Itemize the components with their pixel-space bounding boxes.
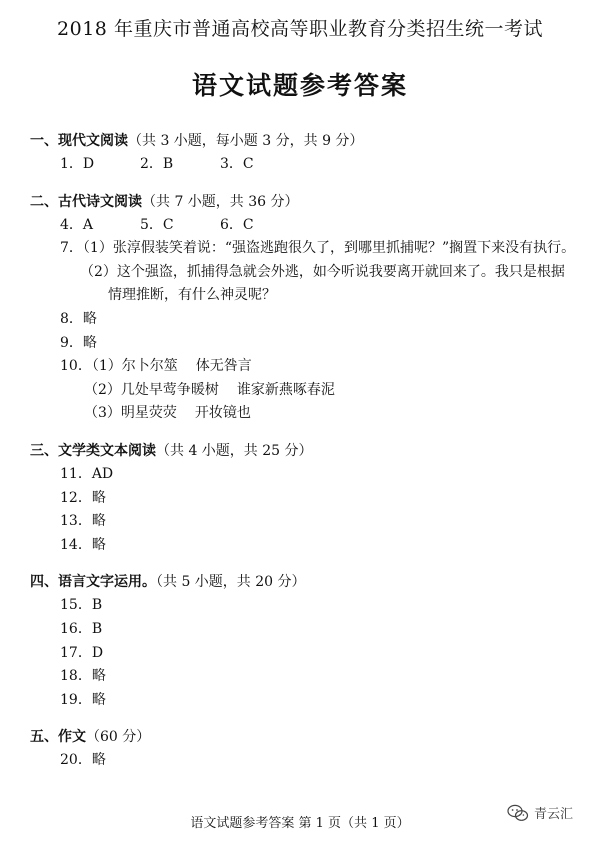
page-footer: 语文试题参考答案 第 1 页（共 1 页） <box>190 816 410 831</box>
sub-label: （1） <box>91 358 122 375</box>
answer-item: 5．C <box>140 216 174 233</box>
answer-item: 12．略 <box>60 489 106 506</box>
watermark-text: 青云汇 <box>534 807 574 822</box>
q9-answer: 9．略 <box>60 334 97 351</box>
watermark <box>507 803 573 822</box>
answer-item: 17．D <box>60 644 104 661</box>
answer-item: 4．A <box>60 216 94 233</box>
answer-item: 2．B <box>140 156 174 172</box>
q8-answer: 8．略 <box>60 310 97 327</box>
q7-answer-2: （2）这个强盗，抓捕得急就会外逃，如今听说我要离开就回来了。我只是根据 <box>80 263 565 280</box>
verse-b: 开妆镜也 <box>194 405 251 422</box>
answer-content <box>0 130 600 787</box>
section-classical-reading <box>0 191 600 426</box>
section-name: 作文 <box>58 729 86 746</box>
sub-label: （2） <box>84 381 121 398</box>
section-note: （共 3 小题，每小题 3 分，共 9 分） <box>128 133 364 149</box>
section-modern-reading <box>0 130 600 177</box>
verse-a: 明星荧荧 <box>120 405 177 422</box>
section-note: （共 5 小题，共 20 分） <box>156 574 306 591</box>
q10-label: 10． <box>60 358 92 375</box>
verse-a: 尔卜尔筮 <box>121 358 178 375</box>
section-language-use <box>0 571 600 712</box>
section-heading <box>30 191 600 214</box>
answer-item: 20．略 <box>60 752 106 769</box>
wechat-icon <box>507 804 529 822</box>
section-number: 三、 <box>30 442 58 459</box>
verse-b: 谁家新燕啄春泥 <box>236 381 335 398</box>
answer-item: 3．C <box>220 156 254 172</box>
q7-answer-1: 7．（1）张淳假装笑着说：“强盗逃跑很久了，到哪里抓捕呢？”搁置下来没有执行。 <box>60 240 576 257</box>
section-heading <box>30 571 600 594</box>
answer-row <box>60 153 600 177</box>
q10-answer-3 <box>84 402 600 426</box>
answer-item: 11．AD <box>60 465 114 482</box>
sub-label: （3） <box>84 405 121 422</box>
answer-item: 18．略 <box>60 668 106 685</box>
section-name: 现代文阅读 <box>58 133 128 149</box>
section-name: 古代诗文阅读 <box>58 193 142 210</box>
section-name: 语言文字运用。 <box>58 574 156 591</box>
section-heading <box>30 726 600 749</box>
answer-item: 1．D <box>60 156 95 172</box>
section-number: 五、 <box>30 729 58 746</box>
verse-b: 体无咎言 <box>195 358 252 375</box>
section-note: （60 分） <box>86 729 151 746</box>
answer-item: 13．略 <box>60 513 106 530</box>
answer-item: 14．略 <box>60 536 106 553</box>
section-note: （共 4 小题，共 25 分） <box>156 442 313 459</box>
q7-answer-2-continued: 情理推断，有什么神灵呢？ <box>108 287 276 304</box>
answer-item: 15．B <box>60 597 103 614</box>
section-heading <box>30 130 600 153</box>
section-name: 文学类文本阅读 <box>58 442 156 459</box>
answer-item: 6．C <box>220 216 254 233</box>
section-number: 一、 <box>30 133 58 149</box>
answer-row <box>60 214 600 238</box>
answer-item: 19．略 <box>60 691 106 708</box>
section-literary-reading <box>0 440 600 557</box>
verse-a: 几处早莺争暖树 <box>120 381 219 398</box>
section-number: 四、 <box>30 574 58 591</box>
section-heading <box>30 440 600 463</box>
exam-title: 2018 年重庆市普通高校高等职业教育分类招生统一考试 <box>57 18 543 40</box>
q10-answer-2 <box>84 379 600 403</box>
section-number: 二、 <box>30 193 58 210</box>
q10-answer-1 <box>60 355 600 379</box>
document-title: 语文试题参考答案 <box>191 71 408 100</box>
answer-item: 16．B <box>60 620 103 637</box>
section-composition <box>0 726 600 773</box>
section-note: （共 7 小题，共 36 分） <box>142 193 299 210</box>
